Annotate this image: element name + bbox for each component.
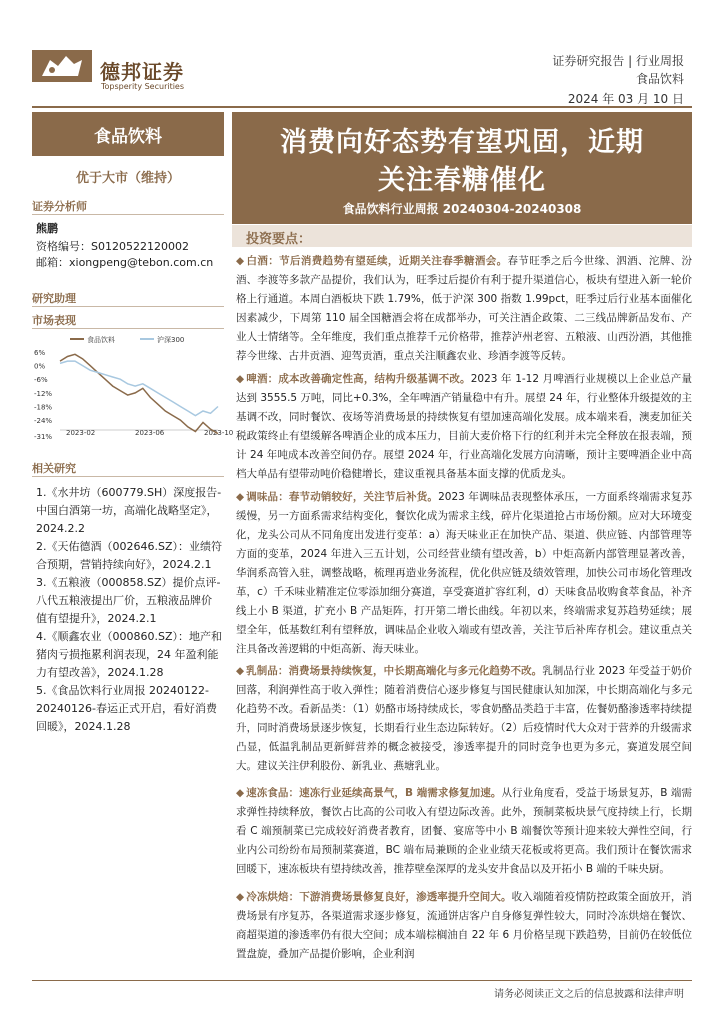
divider xyxy=(32,214,224,215)
point-lead: 冷冻烘焙：下游消费场景修复良好，渗透率提升空间大。 xyxy=(246,891,512,903)
market-chart xyxy=(32,332,234,444)
points-header-label: 投资要点： xyxy=(246,232,312,247)
points-header xyxy=(232,225,692,247)
point-text: 春节旺季之后今世缘、泗酒、沱牌、汾酒、李渡等多款产品提价，我们认为，旺季过后提价有利于提升渠道信心，板块有望进入新一轮价格上行通道。本周白酒板块下跌 1.79%，低于沪深 300 指数 1.99pct，旺季过后行业基本面催化因素减少，下周第 110 届全国糖酒会将在成都举办，可关注酒企政策、二三线品牌新品发布、产业人士情绪等。全年维度，我们重点推荐千元价格带，推荐泸州老窖、五粮液、山西汾酒，其他推荐今世缘、古井贡酒、迎驾贡酒，重点关注顺鑫农业、珍酒李渡等反转。 xyxy=(236,255,693,362)
assistant-section-title: 研究助理 xyxy=(32,292,76,305)
point-dairy xyxy=(236,662,692,776)
legend-label: 食品饮料 xyxy=(87,336,115,344)
related-item[interactable]: 2.《天佑德酒（002646.SZ）：业绩符合预期，营销持续向好》，2024.2.1 xyxy=(36,540,223,571)
company-name: 德邦证券 xyxy=(100,60,184,84)
point-lead: 白酒：节后消费趋势有望延续，近期关注春季糖酒会。 xyxy=(246,255,508,267)
bullet-icon: ◆ xyxy=(236,891,245,903)
market-section-title: 市场表现 xyxy=(32,314,76,327)
related-item[interactable]: 5.《食品饮料行业周报 20240122-20240126-春运正式开启，看好消费回暖》，2024.1.28 xyxy=(36,684,217,733)
y-tick-label: -18% xyxy=(34,403,53,412)
y-tick-label: -6% xyxy=(34,376,48,385)
report-title-line1: 消费向好态势有望巩固，近期 xyxy=(280,127,644,158)
report-kind: 证券研究报告 | 行业周报 xyxy=(552,54,684,68)
point-lead: 乳制品：消费场景持续恢复，中长期高端化与多元化趋势不改。 xyxy=(246,665,543,677)
company-logo-icon xyxy=(32,50,92,82)
point-frozen xyxy=(236,784,692,879)
bullet-icon: ◆ xyxy=(236,491,245,503)
bullet-icon: ◆ xyxy=(236,787,245,799)
point-text: 乳制品行业 2023 年受益于奶价回落，利润弹性高于收入弹性；随着消费信心逐步修复与国民健康认知加深，中长期高端化与多元化趋势不改。看新品类：（1）奶酪市场持续成长，零食奶酪品类趋于丰富，佐餐奶酪渗透率持续提升，同时消费场景逐步恢复，长期看行业生态边际转好。（2）后疫情时代大众对于营养的升级需求凸显，低温乳制品更新鲜营养的概念被接受，渗透率提升的同时竞争也更为多元，赛道发展空间大。建议关注伊利股份、新乳业、燕塘乳业。 xyxy=(236,665,692,772)
x-tick-label: 2023-02 xyxy=(66,429,96,437)
point-lead: 速冻食品：速冻行业延续高景气，B 端需求修复加速。 xyxy=(246,787,502,799)
related-item[interactable]: 4.《顺鑫农业（000860.SZ）：地产和猪肉亏损拖累利润表现，24 年盈利能力有望改善》，2024.1.28 xyxy=(36,630,223,679)
point-bakery xyxy=(236,888,692,976)
analyst-name: 熊鹏 xyxy=(36,222,58,235)
x-tick-label: 2023-10 xyxy=(204,429,234,437)
point-text: 从行业角度看，受益于场景复苏，B 端需求弹性持续释放，餐饮占比高的公司收入有望边际改善。此外，预制菜板块景气度持续上行，长期看 C 端预制菜已完成较好消费者教育，团餐、宴席等中小 B 端餐饮等预计迎来较大弹性空间，行业内公司纷纷布局预制菜赛道，BC 端布局兼顾的企业业绩天花板或将更高。我们预计在餐饮需求回暖下，速冻板块有望持续改善，推荐壁垒深厚的龙头安井食品以及开拓小 B 端的千味央厨。 xyxy=(236,787,692,875)
x-tick-label: 2023-06 xyxy=(135,429,165,437)
y-tick-label: -12% xyxy=(34,389,53,398)
related-item[interactable]: 1.《水井坊（600779.SH）深度报告-中国白酒第一坊，高端化战略坚定》，2024.2.2 xyxy=(36,486,222,535)
company-name-en: Topsperity Securities xyxy=(101,82,185,91)
footer-disclaimer: 请务必阅读正文之后的信息披露和法律声明 xyxy=(494,989,684,1000)
point-beer xyxy=(236,370,692,484)
y-tick-label: -31% xyxy=(34,433,53,441)
footer-divider xyxy=(32,980,692,981)
analyst-section-title: 证券分析师 xyxy=(32,200,87,213)
y-tick-label: -24% xyxy=(34,417,53,426)
analyst-cert: 资格编号：S0120522120002 xyxy=(36,240,189,253)
point-text: 2023 年 1-12 月啤酒行业规模以上企业总产量达到 3555.5 万吨，同比+0.3%，全年啤酒产销量稳中有升。展望 24 年，行业整体升级提效的主基调不改，同时餐饮、夜场等消费场景的持续恢复有望加速高端化发展。成本端来看，澳麦加征关税政策终止有望缓解各啤酒企业的成本压力，目前大麦价格下行的红利并未完全释放在报表端，预计 24 年吨成本改善空间仍存。展望 2024 年，行业高端化发展方向清晰，预计主要啤酒企业中高档大单品有望带动吨价稳健增长，建议重视具备基本面支撑的优质龙头。 xyxy=(236,373,692,480)
report-title-line2: 关注春糖催化 xyxy=(378,165,546,196)
report-date: 2024 年 03 月 10 日 xyxy=(567,92,684,106)
point-lead: 啤酒：成本改善确定性高，结构升级基调不改。 xyxy=(246,373,471,385)
report-industry: 食品饮料 xyxy=(635,72,684,86)
bullet-icon: ◆ xyxy=(236,665,245,677)
bullet-icon: ◆ xyxy=(236,255,245,267)
divider xyxy=(32,328,224,329)
related-list xyxy=(36,484,222,736)
divider xyxy=(32,306,224,307)
title-box xyxy=(232,112,692,224)
rating: 优于大市（维持） xyxy=(75,171,180,186)
legend-label: 沪深300 xyxy=(157,336,185,344)
point-lead: 调味品：春节动销较好，关注节后补货。 xyxy=(246,491,439,503)
point-text: 收入端随着疫情防控政策全面放开，消费场景有序复苏，各渠道需求逐步修复，流通饼店客户自身修复弹性较大，同时冷冻烘焙在餐饮、商超渠道的渗透率仍有很大空间；成本端棕榈油自 22 年 6 月价格呈现下跌趋势，目前仍在较低位置盘旋，叠加产品提价影响，企业利润 xyxy=(236,891,693,960)
related-section-title: 相关研究 xyxy=(32,462,76,475)
series-line xyxy=(60,361,218,416)
analyst-email[interactable]: 邮箱：xiongpeng@tebon.com.cn xyxy=(36,256,214,269)
bullet-icon: ◆ xyxy=(236,373,245,385)
point-baijiu xyxy=(236,252,692,366)
related-item[interactable]: 3.《五粮液（000858.SZ）提价点评-八代五粮液提出厂价，五粮液品牌价值有望提升》，2024.2.1 xyxy=(36,576,221,625)
industry-box: 食品饮料 xyxy=(32,112,224,156)
header-divider xyxy=(32,106,692,108)
y-tick-label: 0% xyxy=(34,362,46,371)
point-seasoning xyxy=(236,488,692,659)
point-text: 2023 年调味品表现整体承压，一方面系终端需求复苏缓慢，另一方面系需求结构变化，餐饮化成为需求主线，碎片化渠道抢占市场份额。应对大环境变化，龙头公司从不同角度出发进行变革：a）海天味业正在加快产品、渠道、供应链、内部管理等方面的变革，2024 年进入三五计划，公司经营业绩有望改善，b）中炬高新内部管理显著改善，华润系高管入驻，调整战略，梳理再造业务流程，优化供应链及绩效管理，加快公司市场化管理改革，c）千禾味业精准定位零添加细分赛道，享受赛道扩容红利，d）天味食品收购食萃食品，补齐线上小 B 渠道，扩充小 B 产品矩阵，打开第二增长曲线。年初以来，终端需求复苏趋势延续；展望全年，低基数红利有望释放，调味品企业收入端或有望改善，关注节后补库存机会。建议重点关注具备改善逻辑的中炬高新、海天味业。 xyxy=(236,491,693,655)
divider xyxy=(32,476,224,477)
report-subtitle: 食品饮料行业周报 20240304-20240308 xyxy=(342,202,582,216)
y-tick-label: 6% xyxy=(34,349,46,357)
